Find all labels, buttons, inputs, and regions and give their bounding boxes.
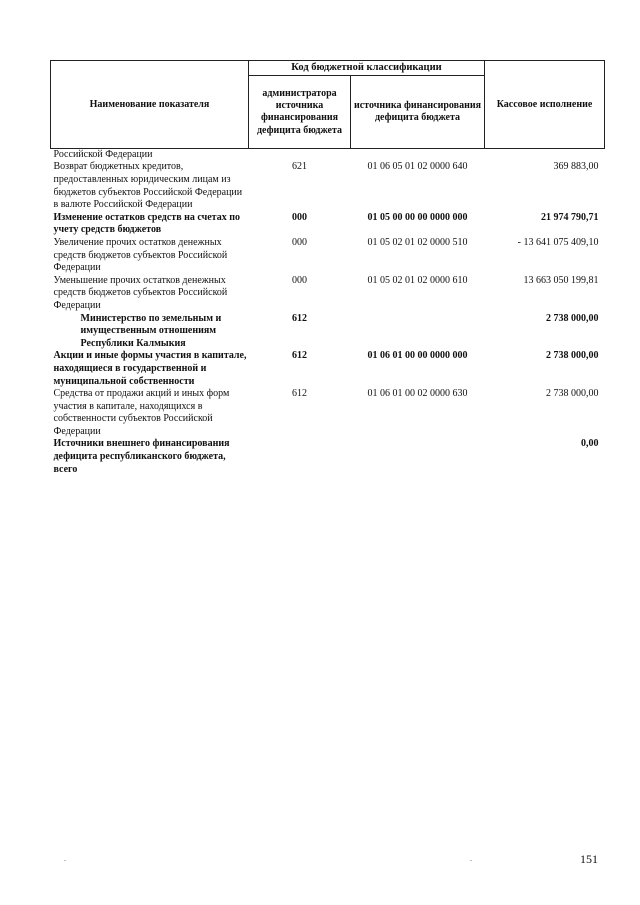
row-name: Возврат бюджетных кредитов, предоставленных юридическим лицам из бюджетов субъектов Российской Федерации в валюте Российской Федерации [53, 161, 243, 211]
table-row [51, 237, 605, 275]
header-indicator-name: Наименование показателя [51, 61, 249, 149]
row-name: Акции и иные формы участия в капитале, находящиеся в государственной и муниципальной собственности [53, 350, 247, 387]
row-source-code [351, 313, 485, 351]
header-cash-execution: Кассовое исполнение [485, 61, 605, 149]
table-row [51, 388, 605, 438]
row-source-code: 01 05 00 00 00 0000 000 [367, 211, 468, 223]
row-admin-code: 000 [292, 236, 307, 248]
page-number: 151 [580, 852, 598, 866]
row-name: Уменьшение прочих остатков денежных средств бюджетов субъектов Российской Федерации [53, 274, 228, 311]
table-row [51, 275, 605, 313]
row-admin-code: 000 [292, 211, 307, 223]
row-source-code: 01 05 02 01 02 0000 510 [367, 236, 468, 248]
row-amount: 2 738 000,00 [546, 312, 599, 324]
row-admin-code: 612 [292, 350, 307, 362]
header-classification-code: Код бюджетной классификации [249, 61, 485, 76]
row-amount: 21 974 790,71 [541, 211, 599, 223]
table-row [51, 212, 605, 237]
row-admin-code [249, 438, 351, 476]
row-admin-code [249, 149, 351, 162]
scan-speck [470, 860, 472, 861]
header-source-code: источника финансирования дефицита бюджета [351, 76, 485, 149]
row-amount: 2 738 000,00 [546, 350, 599, 362]
scan-speck [64, 860, 66, 861]
row-admin-code: 621 [292, 161, 307, 173]
row-source-code: 01 06 01 00 02 0000 630 [367, 388, 468, 400]
header-administrator-code: администратора источника финансирования дефицита бюджета [249, 76, 351, 149]
row-name: Министерство по земельным и имущественным отношениям Республики Калмыкия [80, 312, 222, 349]
row-admin-code: 612 [292, 312, 307, 324]
row-admin-code: 612 [292, 388, 307, 400]
row-amount: 2 738 000,00 [546, 388, 599, 400]
row-source-code: 01 05 02 01 02 0000 610 [367, 274, 468, 286]
row-source-code [351, 438, 485, 476]
row-amount: 0,00 [581, 438, 599, 450]
table-row [51, 313, 605, 351]
row-source-code: 01 06 05 01 02 0000 640 [367, 161, 468, 173]
table-row [51, 350, 605, 388]
row-name: Источники внешнего финансирования дефицита республиканского бюджета, всего [53, 438, 230, 475]
row-amount [485, 149, 605, 162]
row-source-code [351, 149, 485, 162]
row-amount: 13 663 050 199,81 [523, 274, 599, 286]
row-amount: 369 883,00 [553, 161, 599, 173]
row-amount: - 13 641 075 409,10 [517, 236, 599, 248]
budget-sources-table [50, 60, 605, 476]
row-name: Российской Федерации [53, 149, 153, 161]
table-row [51, 161, 605, 211]
table-row [51, 149, 605, 162]
row-name: Увеличение прочих остатков денежных средств бюджетов субъектов Российской Федерации [53, 236, 228, 274]
row-name: Средства от продажи акций и иных форм участия в капитале, находящихся в собственности субъектов Российской Федерации [53, 388, 230, 437]
row-admin-code: 000 [292, 274, 307, 286]
row-source-code: 01 06 01 00 00 0000 000 [367, 350, 468, 362]
table-header [51, 61, 605, 149]
row-name: Изменение остатков средств на счетах по учету средств бюджетов [53, 211, 240, 236]
table-row [51, 438, 605, 476]
